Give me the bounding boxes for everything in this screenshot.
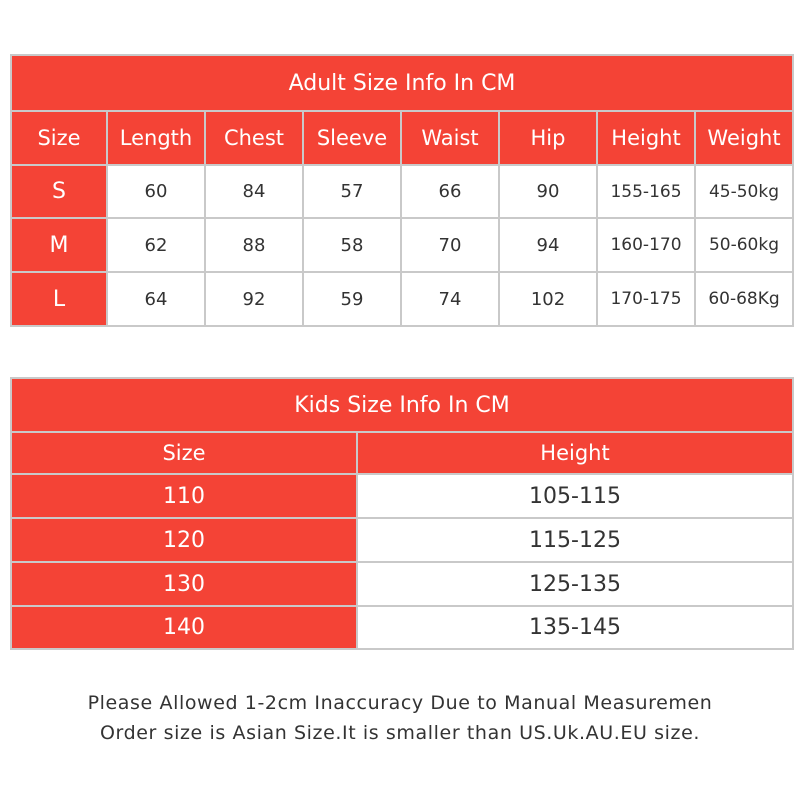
adult-chest-cell: 88 <box>206 219 302 271</box>
kids-size-table <box>10 377 794 650</box>
adult-header-height: Height <box>598 112 694 164</box>
adult-waist-cell: 70 <box>402 219 498 271</box>
adult-header-size: Size <box>12 112 106 164</box>
kids-size-cell: 120 <box>12 519 356 561</box>
adult-length-cell: 62 <box>108 219 204 271</box>
adult-chest-cell: 92 <box>206 273 302 325</box>
adult-size-table <box>10 54 794 327</box>
adult-height-cell: 170-175 <box>598 273 694 325</box>
kids-size-cell: 110 <box>12 475 356 517</box>
kids-height-cell: 115-125 <box>358 519 792 561</box>
adult-length-cell: 60 <box>108 166 204 217</box>
adult-waist-cell: 66 <box>402 166 498 217</box>
kids-height-cell: 125-135 <box>358 563 792 605</box>
adult-weight-cell: 50-60kg <box>696 219 792 271</box>
adult-size-cell: M <box>12 219 106 271</box>
adult-table-title: Adult Size Info In CM <box>12 56 792 110</box>
adult-sleeve-cell: 59 <box>304 273 400 325</box>
adult-chest-cell: 84 <box>206 166 302 217</box>
adult-header-waist: Waist <box>402 112 498 164</box>
kids-size-cell: 140 <box>12 607 356 648</box>
adult-sleeve-cell: 57 <box>304 166 400 217</box>
adult-header-hip: Hip <box>500 112 596 164</box>
note-inaccuracy: Please Allowed 1-2cm Inaccuracy Due to Manual Measuremen <box>87 692 713 714</box>
kids-header-size: Size <box>12 433 356 473</box>
adult-hip-cell: 90 <box>500 166 596 217</box>
adult-hip-cell: 94 <box>500 219 596 271</box>
kids-size-cell: 130 <box>12 563 356 605</box>
adult-length-cell: 64 <box>108 273 204 325</box>
adult-height-cell: 160-170 <box>598 219 694 271</box>
note-asian-size: Order size is Asian Size.It is smaller than US.Uk.AU.EU size. <box>99 722 701 744</box>
kids-table-title: Kids Size Info In CM <box>12 379 792 431</box>
adult-sleeve-cell: 58 <box>304 219 400 271</box>
adult-header-length: Length <box>108 112 204 164</box>
kids-height-cell: 135-145 <box>358 607 792 648</box>
adult-weight-cell: 45-50kg <box>696 166 792 217</box>
adult-size-cell: L <box>12 273 106 325</box>
adult-header-weight: Weight <box>696 112 792 164</box>
adult-waist-cell: 74 <box>402 273 498 325</box>
adult-header-sleeve: Sleeve <box>304 112 400 164</box>
kids-height-cell: 105-115 <box>358 475 792 517</box>
adult-height-cell: 155-165 <box>598 166 694 217</box>
adult-header-chest: Chest <box>206 112 302 164</box>
adult-size-cell: S <box>12 166 106 217</box>
adult-weight-cell: 60-68Kg <box>696 273 792 325</box>
adult-hip-cell: 102 <box>500 273 596 325</box>
kids-header-height: Height <box>358 433 792 473</box>
